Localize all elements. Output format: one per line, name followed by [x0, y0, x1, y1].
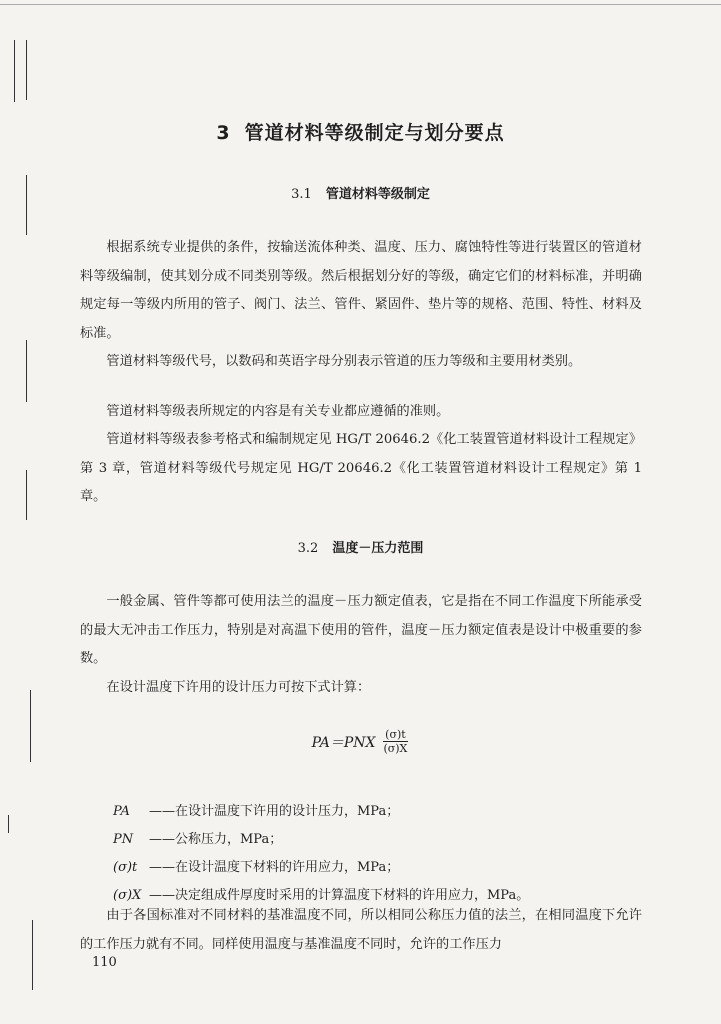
- definition-text: ——公称压力，MPa；: [149, 832, 283, 847]
- definition-text: ——在设计温度下许用的设计压力，MPa；: [149, 804, 400, 819]
- section-title: 温度－压力范围: [332, 541, 424, 556]
- definition-row: [113, 798, 653, 826]
- section-number: 3.2: [297, 541, 319, 556]
- paragraph: 在设计温度下许用的设计压力可按下式计算：: [106, 680, 371, 695]
- section-3-1-heading: [0, 183, 721, 202]
- definition-row: [113, 826, 653, 854]
- paragraph: 管道材料等级代号，以数码和英语字母分别表示管道的压力等级和主要用材类别。: [106, 354, 582, 369]
- definition-symbol: (σ)X: [113, 888, 142, 903]
- scan-edge-line: [8, 815, 9, 833]
- definition-symbol: (σ)t: [113, 860, 138, 875]
- pressure-formula: [0, 728, 721, 755]
- page-number: 110: [92, 955, 117, 970]
- scan-edge-line: [26, 340, 27, 402]
- definition-symbol: PN: [113, 832, 134, 847]
- formula-numerator: (σ)t: [385, 728, 406, 741]
- chapter-title: [0, 118, 721, 145]
- definition-text: ——决定组成件厚度时采用的计算温度下材料的许用应力，MPa。: [149, 888, 530, 903]
- scan-edge-line: [26, 40, 27, 100]
- paragraph: 管道材料等级表参考格式和编制规定见 HG/T 20646.2《化工装置管道材料设计工程规定》第 3 章，管道材料等级代号规定见 HG/T 20646.2《化工装置管道材料设计工程规定》第 1 章。: [80, 432, 642, 504]
- definition-text: ——在设计温度下材料的许用应力，MPa；: [149, 860, 400, 875]
- symbol-definitions: [113, 798, 653, 910]
- section-title: 管道材料等级制定: [325, 187, 430, 202]
- scan-edge-line: [26, 470, 27, 520]
- scan-edge-line: [32, 920, 33, 990]
- formula-lhs: PA＝PNX: [311, 734, 376, 751]
- scan-edge-line: [0, 4, 721, 5]
- definition-row: [113, 854, 653, 882]
- chapter-title-text: 管道材料等级制定与划分要点: [244, 122, 505, 144]
- paragraph: 根据系统专业提供的条件，按输送流体种类、温度、压力、腐蚀特性等进行装置区的管道材料等级编制，使其划分成不同类别等级。然后根据划分好的等级，确定它们的材料标准，并明确规定每一等级内所用的管子、阀门、法兰、管件、紧固件、垫片等的规格、范围、特性、材料及标准。: [80, 240, 642, 341]
- section-number: 3.1: [291, 187, 312, 202]
- paragraph: 管道材料等级表所规定的内容是有关专业都应遵循的准则。: [106, 404, 450, 419]
- chapter-number: 3: [216, 122, 231, 144]
- paragraph: 一般金属、管件等都可使用法兰的温度－压力额定值表，它是指在不同工作温度下所能承受的最大无冲击工作压力，特别是对高温下使用的管件，温度－压力额定值表是设计中极重要的参数。: [80, 594, 642, 666]
- formula-denominator: (σ)X: [383, 742, 408, 755]
- formula-fraction: [381, 728, 409, 755]
- section-3-2-heading: [0, 537, 721, 556]
- paragraph: 由于各国标准对不同材料的基准温度不同，所以相同公称压力值的法兰，在相同温度下允许的工作压力就有不同。同样使用温度与基准温度不同时，允许的工作压力: [80, 908, 642, 952]
- scan-edge-line: [14, 40, 15, 102]
- definition-symbol: PA: [113, 804, 130, 819]
